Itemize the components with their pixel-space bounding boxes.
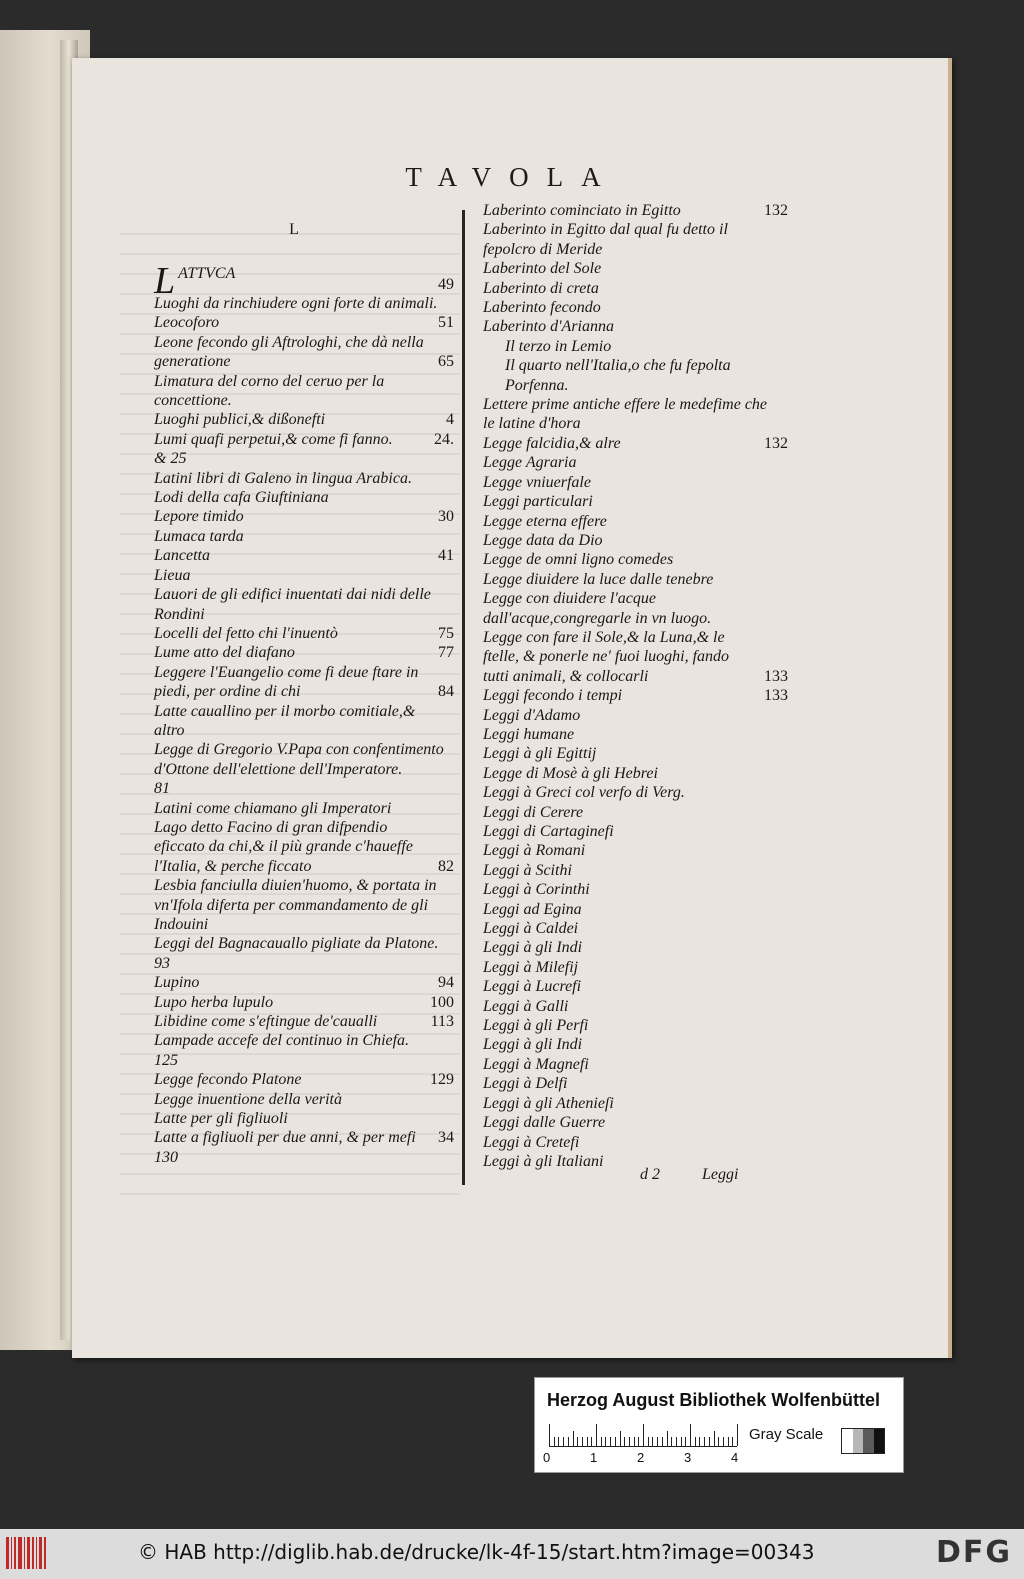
index-entry [483, 861, 788, 880]
ruler-tick [605, 1437, 606, 1446]
entry-text: Legge di Gregorio V.Papa con confentimento d'Ottone dell'elettione dell'Imperatore. [154, 741, 444, 778]
index-column-right [483, 201, 788, 1171]
entry-text: Laberinto d'Arianna [483, 318, 614, 336]
index-entry [483, 1094, 788, 1113]
entry-text: Leggi à gli Athenieſi [483, 1094, 614, 1112]
entry-page-number: 34 [438, 1129, 454, 1147]
index-entry [483, 356, 788, 395]
entry-text: Latte cauallino per il morbo comitiale,& altro [154, 702, 416, 739]
entry-text: Leggi à gli Egittij [483, 745, 597, 763]
entry-text: Leggi à Cretefi [483, 1133, 580, 1151]
entry-text: Lupo herba lupulo [154, 993, 274, 1011]
hab-barcode-icon [6, 1537, 46, 1569]
entry-text: Lauori de gli edifici inuentati dai nidi delle Rondini [154, 586, 431, 623]
index-entry [154, 1070, 454, 1089]
ruler-tick [601, 1437, 602, 1446]
entry-text: Locelli del fetto chi l'inuentò [154, 624, 338, 642]
entry-page-number: 133 [764, 667, 788, 685]
index-entry [483, 822, 788, 841]
index-entry [154, 1031, 454, 1050]
index-entry [483, 706, 788, 725]
entry-text: Limatura del corno del ceruo per la concettione. [154, 372, 385, 410]
index-entry [154, 585, 454, 624]
entry-text: Leggi particulari [483, 493, 593, 511]
index-entry [483, 958, 788, 977]
entry-text: Leggi à Lucrefi [483, 978, 582, 996]
entry-page-number: 51 [438, 314, 454, 332]
index-entry [154, 799, 454, 818]
dfg-logo: DFG [935, 1535, 1012, 1570]
index-entry [154, 954, 454, 973]
entry-text: & 25 [154, 450, 187, 468]
ruler-tick [723, 1437, 724, 1446]
gray-swatch [853, 1429, 864, 1453]
entry-text: Leggere l'Euangelio come fi deue ftare in piedi, per ordine di chi [154, 663, 419, 701]
index-entry [483, 201, 788, 220]
index-entry [154, 934, 454, 953]
entry-text: 81 [154, 780, 170, 798]
library-name: Herzog August Bibliothek Wolfenbüttel [547, 1390, 880, 1410]
index-entry [483, 550, 788, 569]
ruler-tick [596, 1424, 597, 1446]
entry-page-number: 65 [438, 353, 454, 371]
barcode-bar [18, 1537, 22, 1569]
index-entry [483, 880, 788, 899]
ruler-tick [610, 1437, 611, 1446]
index-entry [154, 1012, 454, 1031]
ruler-tick [699, 1437, 700, 1446]
ruler-tick [563, 1437, 564, 1446]
entry-page-number: 129 [430, 1071, 454, 1089]
entry-page-number: 24. [434, 430, 454, 448]
ruler-tick [587, 1437, 588, 1446]
entry-text: Legge de omni ligno comedes [483, 551, 674, 569]
entry-page-number: 4 [446, 411, 454, 429]
ruler-tick [591, 1437, 592, 1446]
index-entry [483, 531, 788, 550]
index-entry [483, 628, 788, 686]
entry-page-number: 30 [438, 508, 454, 526]
ruler-tick [695, 1437, 696, 1446]
entry-text: Legge eterna effere [483, 512, 607, 530]
entry-text: Leggi ad Egina [483, 900, 582, 918]
index-entry [483, 1133, 788, 1152]
index-entry [483, 1113, 788, 1132]
index-entry [483, 900, 788, 919]
index-entry [154, 876, 454, 934]
entry-text: Latte a figliuoli per due anni, & per mefi [154, 1129, 416, 1147]
entry-page-number: 132 [764, 434, 788, 452]
entry-page-number: 113 [430, 1013, 454, 1031]
ruler-tick [638, 1437, 639, 1446]
entry-text: Lepore timido [154, 508, 244, 526]
entry-text: Leggi di Cartaginefi [483, 823, 614, 840]
ruler-number: 3 [684, 1450, 692, 1465]
index-entry [483, 434, 788, 453]
index-entry [154, 993, 454, 1012]
entry-text: Lettere prime antiche effere le medefime che le latine d'hora [483, 396, 768, 433]
scale-ruler [549, 1420, 737, 1447]
page-title: TAVOLA [405, 162, 619, 192]
entry-text: Leggi à Magnefi [483, 1055, 589, 1073]
ruler-tick [732, 1437, 733, 1446]
entry-text: Legge fecondo Platone [154, 1071, 302, 1089]
index-entry [483, 337, 788, 356]
ruler-tick [568, 1437, 569, 1446]
gray-swatch [863, 1429, 874, 1453]
index-entry [154, 372, 454, 411]
barcode-bar [44, 1537, 46, 1569]
entry-text: Laberinto del Sole [483, 260, 602, 278]
barcode-bar [32, 1537, 34, 1569]
index-entry [154, 1148, 454, 1167]
source-url[interactable]: © HAB http://diglib.hab.de/drucke/lk-4f-15/start.htm?image=00343 [138, 1540, 815, 1564]
ruler-tick [690, 1424, 691, 1446]
entry-text: 130 [154, 1148, 178, 1166]
entry-text: Leggi à Scithi [483, 861, 572, 879]
barcode-bar [14, 1537, 16, 1569]
entry-text: Leggi humane [483, 725, 575, 743]
ruler-tick [737, 1424, 738, 1446]
ruler-tick [667, 1431, 668, 1446]
section-letter: L [289, 221, 299, 238]
index-entry [483, 919, 788, 938]
index-entry [154, 469, 454, 488]
entry-text: Lodi della cafa Giuftiniana [154, 489, 329, 507]
entry-text: Leggi à gli Indi [483, 1036, 583, 1054]
entry-text: Lesbia fanciulla diuien'huomo, & portata in vn'Ifola diferta per commandamento de gli Indouini [154, 877, 437, 933]
index-entry [483, 298, 788, 317]
entry-text: Leggi à Corinthi [483, 881, 590, 899]
barcode-bar [6, 1537, 9, 1569]
entry-text: Libidine come s'eftingue de'caualli [154, 1013, 378, 1031]
index-entry [154, 663, 454, 702]
ruler-tick [549, 1424, 550, 1446]
index-entry [483, 1152, 788, 1171]
entry-text: 93 [154, 954, 170, 972]
index-entry [154, 507, 454, 526]
entry-page-number: 41 [438, 547, 454, 565]
index-entry [483, 686, 788, 705]
ruler-tick [573, 1431, 574, 1446]
barcode-bar [36, 1537, 37, 1569]
entry-text: 125 [154, 1051, 178, 1069]
index-entry [483, 317, 788, 336]
entry-text: Leggi à Caldei [483, 920, 579, 938]
index-entry [154, 527, 454, 546]
ruler-tick [671, 1437, 672, 1446]
ruler-tick [624, 1437, 625, 1446]
entry-text: Leggi d'Adamo [483, 706, 581, 724]
entry-text: Legge vniuerfale [483, 473, 591, 491]
entry-text: Legge diuidere la luce dalle tenebre [483, 570, 714, 588]
entry-text: Latini come chiamano gli Imperatori [154, 799, 392, 817]
index-entry [483, 1035, 788, 1054]
ruler-tick [709, 1437, 710, 1446]
entry-text: Lieua [154, 566, 191, 584]
entry-text: Leggi à Romani [483, 842, 586, 860]
entry-text: Leggi à Galli [483, 997, 569, 1015]
entry-text: Legge falcidia,& alre [483, 434, 621, 452]
entry-text: Laberinto cominciato in Egitto [483, 202, 681, 219]
ruler-tick [558, 1437, 559, 1446]
index-entry [483, 259, 788, 278]
entry-text: Laberinto di creta [483, 279, 599, 297]
entry-text: Latte per gli figliuoli [154, 1110, 288, 1128]
ruler-tick [681, 1437, 682, 1446]
ruler-tick [554, 1437, 555, 1446]
index-entry [483, 453, 788, 472]
index-entry [154, 333, 454, 372]
entry-text: Leggi à Milefij [483, 958, 579, 976]
index-entry [154, 488, 454, 507]
index-entry [154, 702, 454, 741]
index-entry [154, 1051, 454, 1070]
entry-text: Lupino [154, 974, 200, 992]
index-entry [483, 220, 788, 259]
entry-text: Luoghi da rinchiudere ogni forte di animali. [154, 295, 438, 312]
index-entry [154, 973, 454, 992]
entry-text: Lumaca tarda [154, 527, 244, 545]
index-entry [154, 1128, 454, 1147]
entry-text: Leocoforo [154, 314, 220, 332]
barcode-bar [24, 1537, 25, 1569]
entry-page-number: 82 [438, 857, 454, 875]
entry-page-number: 100 [430, 993, 454, 1011]
index-entry [483, 938, 788, 957]
color-target-card [534, 1377, 904, 1473]
index-entry [154, 624, 454, 643]
ruler-tick [643, 1424, 644, 1446]
index-entry [483, 977, 788, 996]
index-entry [483, 841, 788, 860]
entry-text: Leggi à gli Indi [483, 939, 583, 957]
entry-text: Leggi del Bagnacauallo pigliate da Platone. [154, 935, 439, 953]
viewer-footer [0, 1529, 1024, 1579]
index-entry [154, 779, 454, 798]
ruler-tick [648, 1437, 649, 1446]
index-entry [483, 473, 788, 492]
ruler-tick [714, 1431, 715, 1446]
entry-page-number: 49 [438, 275, 454, 293]
ruler-tick [577, 1437, 578, 1446]
index-entry [154, 818, 454, 876]
index-entry [154, 566, 454, 585]
signature-mark: d 2 [640, 1166, 660, 1183]
ruler-tick [634, 1437, 635, 1446]
entry-text: Leggi à gli Perfi [483, 1017, 589, 1035]
index-entry [483, 589, 788, 628]
entry-page-number: 75 [438, 624, 454, 642]
entry-page-number: 84 [438, 683, 454, 701]
entry-text: Legge di Mosè à gli Hebrei [483, 764, 658, 782]
entry-text: Lampade accefe del continuo in Chiefa. [154, 1032, 410, 1050]
index-entry [154, 313, 454, 332]
ruler-tick [728, 1437, 729, 1446]
ruler-number: 2 [637, 1450, 645, 1465]
entry-text: Lago detto Facino di gran difpendio eficcato da chi,& il più grande c'haueffe l'Italia, & perche ficcato [154, 818, 413, 875]
index-entry [483, 1016, 788, 1035]
catchword: Leggi [702, 1166, 739, 1183]
index-entry [154, 260, 454, 302]
index-entry [483, 279, 788, 298]
barcode-bar [27, 1537, 30, 1569]
index-entry [483, 570, 788, 589]
entry-text: Leggi di Cerere [483, 803, 584, 821]
index-entry [154, 1090, 454, 1109]
ruler-tick [615, 1437, 616, 1446]
entry-text: Legge data da Dio [483, 531, 603, 549]
index-entry [154, 546, 454, 565]
index-entry [483, 725, 788, 744]
entry-text: Lancetta [154, 547, 210, 565]
ruler-tick [704, 1437, 705, 1446]
index-entry [483, 1055, 788, 1074]
entry-text: Latini libri di Galeno in lingua Arabica. [154, 469, 412, 487]
gray-swatch [874, 1429, 885, 1453]
entry-text: Lume atto del diafano [154, 644, 295, 662]
barcode-bar [11, 1537, 12, 1569]
entry-text: Il terzo in Lemio [505, 337, 612, 355]
ruler-tick [652, 1437, 653, 1446]
index-entry [483, 1074, 788, 1093]
entry-page-number: 132 [764, 202, 788, 219]
ruler-numbers [543, 1450, 743, 1468]
index-entry [154, 643, 454, 662]
ruler-tick [662, 1437, 663, 1446]
entry-text: Leggi à Greci col verfo di Verg. [483, 784, 685, 802]
ruler-tick [685, 1437, 686, 1446]
entry-text: Legge con diuidere l'acque dall'acque,congregarle in vn luogo. [483, 590, 712, 627]
index-column-left [154, 220, 454, 1167]
entry-text: Leggi fecondo i tempi [483, 687, 623, 705]
entry-page-number: 94 [438, 974, 454, 992]
entry-text: Leggi à gli Italiani [483, 1152, 604, 1170]
entry-text: LATTVCA [154, 260, 236, 302]
ruler-tick [582, 1437, 583, 1446]
ruler-number: 1 [590, 1450, 598, 1465]
index-entry [483, 803, 788, 822]
index-entry [483, 997, 788, 1016]
index-entry [154, 430, 454, 449]
index-entry [483, 492, 788, 511]
entry-text: Luoghi publici,& dißonefti [154, 411, 326, 429]
index-entry [154, 449, 454, 468]
index-entry [483, 764, 788, 783]
gray-scale-swatches [841, 1428, 885, 1454]
ruler-tick [657, 1437, 658, 1446]
entry-text: Leggi dalle Guerre [483, 1114, 606, 1132]
barcode-bar [39, 1537, 42, 1569]
index-entry [483, 395, 788, 434]
entry-text: Leggi à Delfi [483, 1075, 568, 1093]
entry-text: Laberinto fecondo [483, 299, 601, 317]
page-footer-line [640, 1166, 738, 1184]
entry-text: Legge con fare il Sole,& la Luna,& le ftelle, & ponerle ne' fuoi luoghi, fando tutti animali, & collocarli [483, 628, 730, 685]
index-entry [483, 783, 788, 802]
index-entry [154, 294, 454, 313]
index-entry [483, 744, 788, 763]
index-entry [154, 410, 454, 429]
gray-swatch [842, 1429, 853, 1453]
entry-text: Lumi quafi perpetui,& come fi fanno. [154, 430, 393, 448]
index-entry [483, 512, 788, 531]
ruler-tick [676, 1437, 677, 1446]
entry-text: Il quarto nell'Italia,o che fu fepolta Porfenna. [505, 357, 731, 394]
entry-page-number: 133 [764, 687, 788, 705]
entry-text: Legge inuentione della verità [154, 1090, 342, 1108]
entry-page-number: 77 [438, 644, 454, 662]
ruler-tick [718, 1437, 719, 1446]
entry-text: Legge Agraria [483, 454, 577, 472]
ruler-number: 4 [731, 1450, 739, 1465]
index-entry [154, 1109, 454, 1128]
column-rule [462, 210, 465, 1185]
ruler-tick [620, 1431, 621, 1446]
entry-text: Laberinto in Egitto dal qual fu detto il fepolcro di Meride [483, 221, 728, 258]
ruler-tick [629, 1437, 630, 1446]
index-entry [154, 740, 454, 779]
ruler-number: 0 [543, 1450, 551, 1465]
entry-text: Leone fecondo gli Aftrologhi, che dà nella generatione [154, 333, 424, 371]
gray-scale-label: Gray Scale [749, 1426, 824, 1443]
